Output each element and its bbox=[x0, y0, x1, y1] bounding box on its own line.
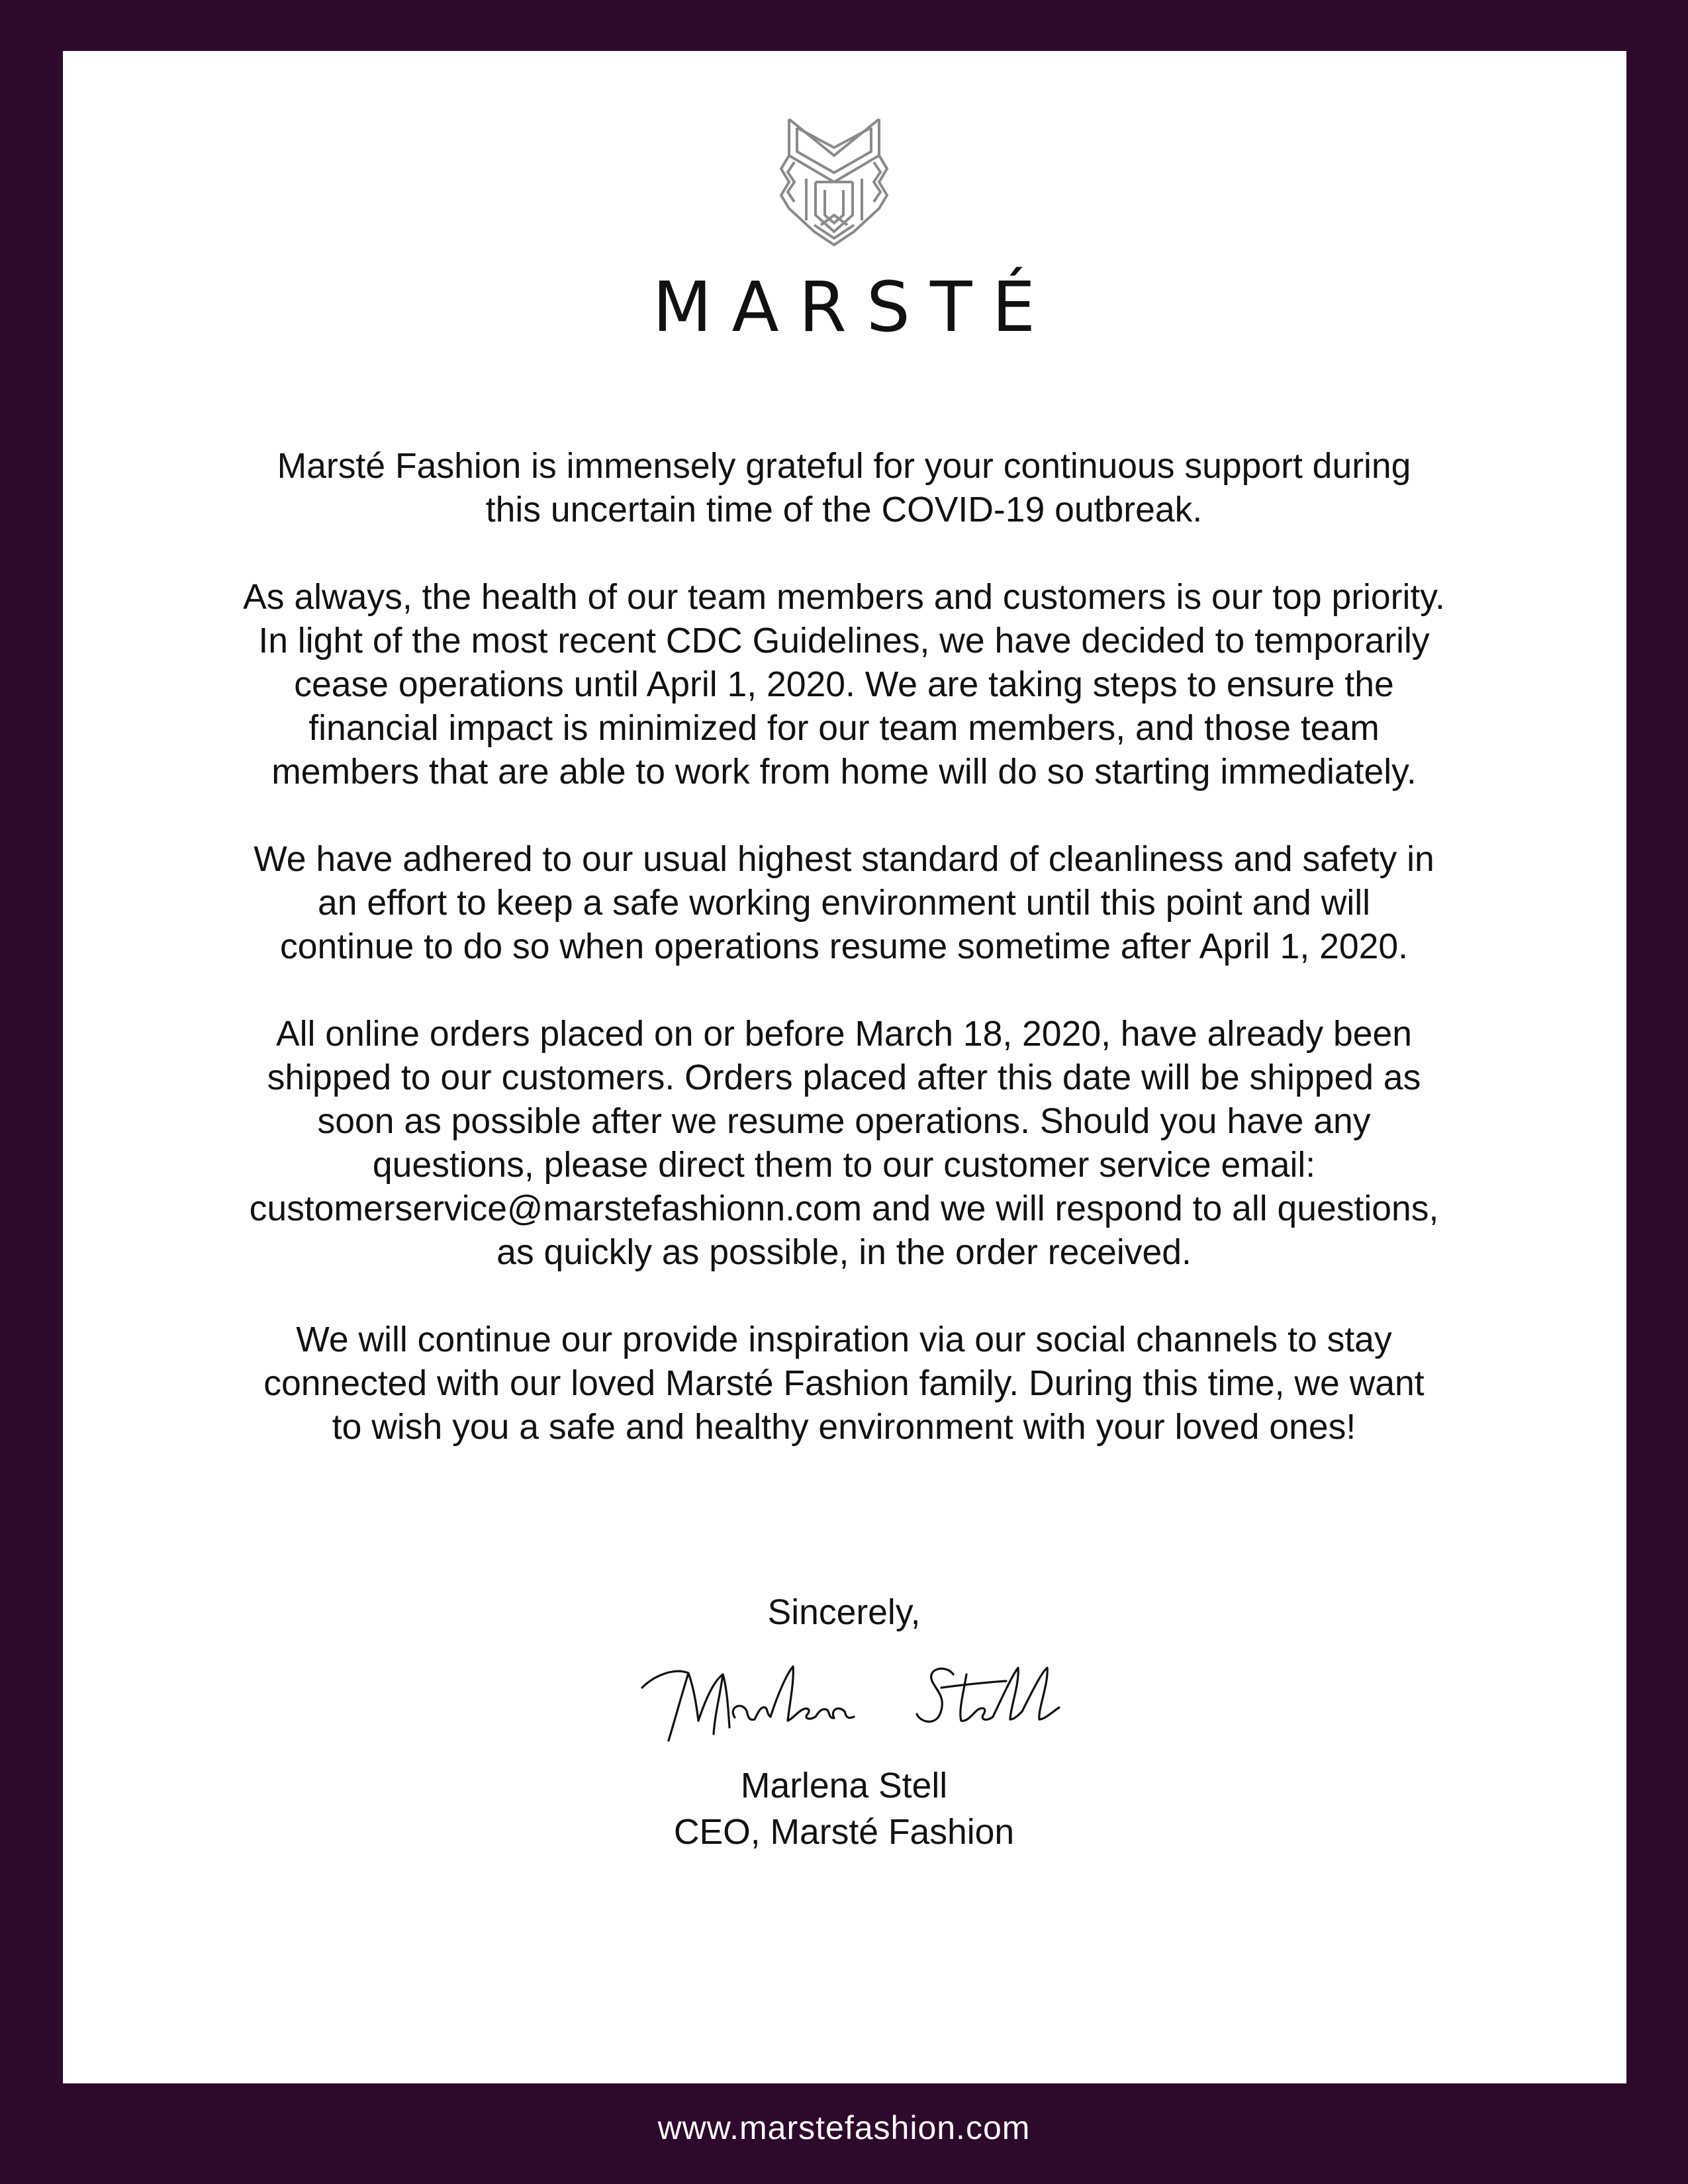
brand-wordmark: MARSTÉ bbox=[652, 267, 1056, 347]
handwritten-signature bbox=[635, 1648, 1086, 1747]
paragraph-line: financial impact is minimized for our team members, and those team bbox=[308, 709, 1380, 748]
letter-paragraph bbox=[132, 838, 1556, 969]
paragraph-line: customerservice@marstefashionn.com and we will respond to all questions, bbox=[249, 1189, 1439, 1228]
paragraph-line: questions, please direct them to our customer service email: bbox=[372, 1146, 1316, 1185]
paragraph-line: All online orders placed on or before March 18, 2020, have already been bbox=[275, 1015, 1413, 1054]
paragraph-line: connected with our loved Marsté Fashion family. During this time, we want bbox=[263, 1364, 1425, 1403]
paragraph-line: soon as possible after we resume operations. Should you have any bbox=[317, 1102, 1371, 1141]
letter-paragraph bbox=[132, 445, 1556, 532]
paragraph-line: members that are able to work from home will do so starting immediately. bbox=[271, 752, 1417, 792]
paragraph-line: as quickly as possible, in the order received. bbox=[496, 1233, 1192, 1272]
footer-website-link[interactable]: www.marstefashion.com bbox=[657, 2109, 1031, 2146]
signer-block bbox=[0, 1763, 1688, 1856]
letter-body bbox=[132, 445, 1556, 1493]
paragraph-line: continue to do so when operations resume sometime after April 1, 2020. bbox=[279, 927, 1409, 966]
paragraph-line: We will continue our provide inspiration via our social channels to stay bbox=[296, 1320, 1392, 1359]
wolf-head-logo-icon bbox=[774, 116, 894, 248]
paragraph-line: to wish you a safe and healthy environment with your loved ones! bbox=[332, 1408, 1356, 1447]
paragraph-line: In light of the most recent CDC Guidelines, we have decided to temporarily bbox=[258, 621, 1430, 660]
paragraph-line: As always, the health of our team members and customers is our top priority. bbox=[243, 578, 1445, 617]
closing-salutation: Sincerely, bbox=[767, 1593, 921, 1632]
paragraph-line: shipped to our customers. Orders placed after this date will be shipped as bbox=[267, 1058, 1421, 1097]
letter-paragraph bbox=[132, 576, 1556, 794]
letter-paragraph bbox=[132, 1013, 1556, 1275]
signer-name: Marlena Stell bbox=[740, 1766, 948, 1805]
paragraph-line: this uncertain time of the COVID-19 outbreak. bbox=[485, 490, 1203, 529]
signer-title: CEO, Marsté Fashion bbox=[673, 1813, 1015, 1852]
letter-paragraph bbox=[132, 1318, 1556, 1449]
paragraph-line: cease operations until April 1, 2020. We are taking steps to ensure the bbox=[294, 665, 1394, 704]
paragraph-line: We have adhered to our usual highest standard of cleanliness and safety in bbox=[254, 840, 1434, 879]
paragraph-line: an effort to keep a safe working environment until this point and will bbox=[317, 884, 1371, 923]
paragraph-line: Marsté Fashion is immensely grateful for your continuous support during bbox=[277, 447, 1411, 486]
